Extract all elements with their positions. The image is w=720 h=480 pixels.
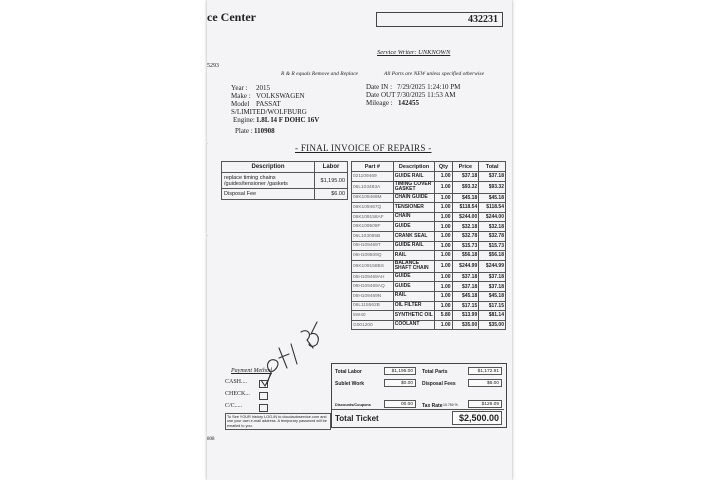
part-price: $32.78 [452, 231, 479, 241]
table-row [352, 222, 506, 232]
table-row [352, 260, 506, 272]
part-description: CRANK SEAL [393, 231, 435, 241]
part-description: GUIDE [393, 272, 435, 282]
part-price: $45.18 [452, 291, 479, 301]
plate-value: 110908 [254, 127, 275, 135]
part-price: $37.18 [452, 172, 479, 182]
table-row [222, 189, 348, 200]
model-value: PASSAT [256, 100, 281, 108]
service-writer: Service Writer: UNKNOWN [377, 49, 451, 56]
payment-cash: CASH.... [225, 379, 248, 385]
table-row [352, 282, 506, 292]
part-qty: 1.00 [435, 320, 452, 330]
part-description: TIMING COVER GASKET [393, 181, 435, 193]
part-description: TENSIONER [393, 203, 435, 213]
part-price: $45.18 [452, 193, 479, 203]
part-number: 06K109509F [352, 222, 394, 232]
part-qty: 1.00 [435, 260, 452, 272]
part-price: $244.00 [452, 212, 479, 222]
left-code: 5293 [207, 63, 219, 69]
tax-label: Tax Rate [422, 403, 443, 409]
table-row [352, 203, 506, 213]
model-label: Model [231, 100, 250, 108]
table-row [352, 311, 506, 321]
part-total: $37.18 [479, 272, 506, 282]
payment-method-label: Payment Method [231, 368, 272, 374]
part-qty: 1.00 [435, 203, 452, 213]
part-number: G001200 [352, 320, 394, 330]
part-price: $15.73 [452, 241, 479, 251]
shop-name: ce Center [207, 10, 256, 24]
part-number: 5W40 [352, 311, 394, 321]
discount-value: 00.00 [384, 400, 416, 408]
part-total: $37.18 [479, 172, 506, 182]
tax-rate: 10.750 % [443, 403, 458, 407]
part-price: $93.32 [452, 181, 479, 193]
part-number: 06K109469M [352, 193, 394, 203]
part-total: $244.99 [479, 260, 506, 272]
mileage-label: Mileage : [366, 99, 393, 107]
labor-header-description: Description [222, 162, 315, 173]
invoice-title: - FINAL INVOICE OF REPAIRS - [295, 143, 432, 153]
table-row [222, 173, 348, 189]
cc-checkbox [259, 404, 268, 412]
part-description: BALANCE SHAFT CHAIN [393, 260, 435, 272]
history-note: To See YOUR history LOG-IN to cloudautoservice.com and use your own e-mail address. A temporary password will be emailed to you. [225, 413, 331, 430]
part-description: RAIL [393, 291, 435, 301]
discount-label: Discounts/Coupons [335, 403, 371, 407]
part-number: 06L103483A [352, 181, 394, 193]
part-total: $45.18 [479, 291, 506, 301]
part-total: $45.18 [479, 193, 506, 203]
part-number: 06H109469N [352, 291, 394, 301]
labor-description: replace timing chains /guides/tensioner /gaskets [222, 173, 315, 189]
engine-value: 1.8L I4 F DOHC 16V [256, 116, 320, 124]
total-ticket-label: Total Ticket [335, 414, 379, 423]
part-price: $37.18 [452, 272, 479, 282]
part-number: 06H109509Q [352, 251, 394, 261]
table-row [352, 181, 506, 193]
part-description: COOLANT [393, 320, 435, 330]
table-row [352, 212, 506, 222]
date-in-label: Date IN : [366, 83, 393, 91]
make-value: VOLKSWAGEN [256, 92, 305, 100]
part-qty: 1.00 [435, 193, 452, 203]
invoice-paper: ce Center 432231 Service Writer: UNKNOWN 5293 R & R equals Remove and Replace All Parts are NEW unless specified otherwise Year : 2015 Make : VOLKSWAGEN Model PASSAT S/LIMITED/WOLFBURG Engine: 1.8L I4 F DOHC 16V Plate : 110908 Date IN : 7/29/2025 1:24:10 PM Date OUT : 7/30/2025 11:53 AM Mileage : 142455 - FINAL INVOICE OF REPAIRS - Description Labor replace timing chains /guides/tensioner /gaskets $1,195.00 Disposal Fee $6.00 Part # Description Qty Price Total 021109469 GUIDE RAIL 1.00 $37.18 $37.18 06L103483A TIMING COVER GASKET 1.00 $93.32 $93.32 06K109469M CHAIN GUIDE 1.00 $45.18 $45.18 06K109467Q TENSIONER 1.00 $118.54 $118.54 06K109158AF CHAIN 1.00 $244.00 $244.00 06K109509F GUIDE 1.00 $32.18 $32.18 06L103085B CRANK SEAL 1.00 $32.78 $32.78 06H109469T GUIDE RAIL 1.00 $15.73 $15.73 06H109509Q RAIL 1.00 $56.18 $56.18 06K109158BS BALANCE SHAFT CHAIN 1.00 $244.99 $244.99 06H109469AH GUIDE 1.00 $37.18 $37.18 06H109469AQ GUIDE 1.00 $37.18 $37.18 06H109469N RAIL 1.00 $45.18 $45.18 06L115562B OIL FILTER 1.00 $17.15 $17.15 5W40 SYNTHETIC OIL 5.80 $13.99 $81.14 G001200 COOLANT 1.00 $35.00 $35.00 Total Labor $1,195.00 Total Parts $1,172.91 Sublet Work $0.00 Disposal Fees $6.00 Discounts/Coupons 00.00 Tax Rate 10.750 % $126.09 Total Ticket $2,500.00 Payment Method CASH.... CHECK... C/C..... To See YOUR history LOG-IN to cloudautoservice.com and use your own e-mail address. A temporary password will be emailed to you. 808 . . [207, 0, 512, 480]
part-total: $32.18 [479, 222, 506, 232]
part-price: $17.15 [452, 301, 479, 311]
part-number: 06L115562B [352, 301, 394, 311]
parts-header-description: Description [393, 162, 435, 172]
part-total: $118.54 [479, 203, 506, 213]
part-total: $32.78 [479, 231, 506, 241]
part-price: $56.18 [452, 251, 479, 261]
tax-value: $126.09 [468, 400, 502, 408]
rr-note: R & R equals Remove and Replace [281, 71, 358, 77]
labor-table [221, 161, 348, 200]
disposal-label: Disposal Fees [422, 381, 456, 387]
part-price: $244.99 [452, 260, 479, 272]
payment-check: CHECK... [225, 391, 250, 397]
total-labor-label: Total Labor [335, 369, 362, 375]
part-price: $118.54 [452, 203, 479, 213]
part-total: $37.18 [479, 282, 506, 292]
part-price: $13.99 [452, 311, 479, 321]
total-ticket-value: $2,500.00 [452, 411, 502, 425]
labor-amount: $1,195.00 [315, 173, 348, 189]
part-description: RAIL [393, 251, 435, 261]
part-number: 06H109469T [352, 241, 394, 251]
date-out-label: Date OUT : [366, 91, 399, 99]
part-description: GUIDE RAIL [393, 241, 435, 251]
part-number: 06K109158BS [352, 260, 394, 272]
table-row [352, 272, 506, 282]
table-row [352, 291, 506, 301]
engine-label: Engine: [233, 116, 255, 124]
part-qty: 1.00 [435, 272, 452, 282]
total-parts-value: $1,172.91 [468, 367, 502, 375]
part-description: GUIDE [393, 222, 435, 232]
date-in-value: 7/29/2025 1:24:10 PM [397, 83, 461, 91]
part-total: $56.18 [479, 251, 506, 261]
part-total: $15.73 [479, 241, 506, 251]
part-qty: 1.00 [435, 291, 452, 301]
part-number: 06H109469AQ [352, 282, 394, 292]
payment-cc: C/C..... [225, 403, 243, 409]
part-qty: 5.80 [435, 311, 452, 321]
part-total: $81.14 [479, 311, 506, 321]
labor-amount: $6.00 [315, 189, 348, 200]
totals-box [331, 363, 507, 428]
part-qty: 1.00 [435, 222, 452, 232]
table-row [352, 241, 506, 251]
part-number: 06K109467Q [352, 203, 394, 213]
total-ticket-row [332, 409, 504, 427]
check-checkbox [259, 392, 268, 400]
part-number: 06H109469AH [352, 272, 394, 282]
part-description: CHAIN GUIDE [393, 193, 435, 203]
year-label: Year : [231, 84, 248, 92]
total-labor-value: $1,195.00 [384, 367, 416, 375]
parts-note: All Parts are NEW unless specified otherwise [384, 71, 485, 77]
year-value: 2015 [256, 84, 270, 92]
parts-header-price: Price [452, 162, 479, 172]
part-total: $17.15 [479, 301, 506, 311]
part-description: SYNTHETIC OIL [393, 311, 435, 321]
part-number: 06L103085B [352, 231, 394, 241]
part-price: $37.18 [452, 282, 479, 292]
labor-description: Disposal Fee [222, 189, 315, 200]
part-number: 021109469 [352, 172, 394, 182]
table-row [352, 301, 506, 311]
part-qty: 1.00 [435, 241, 452, 251]
part-price: $32.18 [452, 222, 479, 232]
part-qty: 1.00 [435, 282, 452, 292]
trim-value: S/LIMITED/WOLFBURG [231, 108, 307, 116]
part-description: CHAIN [393, 212, 435, 222]
table-row [352, 193, 506, 203]
part-description: OIL FILTER [393, 301, 435, 311]
table-row [352, 320, 506, 330]
part-qty: 1.00 [435, 231, 452, 241]
part-description: GUIDE [393, 282, 435, 292]
mileage-value: 142455 [398, 99, 419, 107]
parts-header-part: Part # [352, 162, 394, 172]
part-qty: 1.00 [435, 251, 452, 261]
date-out-value: 7/30/2025 11:53 AM [397, 91, 456, 99]
part-price: $35.00 [452, 320, 479, 330]
part-total: $244.00 [479, 212, 506, 222]
table-row [352, 231, 506, 241]
disposal-value: $6.00 [468, 379, 502, 387]
total-parts-label: Total Parts [422, 369, 448, 375]
parts-table [351, 161, 506, 330]
footer-code: 808 [207, 437, 215, 442]
part-qty: 1.00 [435, 301, 452, 311]
part-qty: 1.00 [435, 172, 452, 182]
part-description: GUIDE RAIL [393, 172, 435, 182]
part-total: $35.00 [479, 320, 506, 330]
parts-header-total: Total [479, 162, 506, 172]
table-row [352, 172, 506, 182]
sublet-label: Sublet Work [335, 381, 365, 387]
labor-header-labor: Labor [315, 162, 348, 173]
table-row [352, 251, 506, 261]
handwritten-date-signature [257, 318, 327, 390]
part-number: 06K109158AF [352, 212, 394, 222]
parts-header-qty: Qty [435, 162, 452, 172]
part-total: $93.32 [479, 181, 506, 193]
plate-label: Plate : [235, 127, 253, 135]
part-qty: 1.00 [435, 212, 452, 222]
invoice-number: 432231 [376, 12, 503, 27]
part-qty: 1.00 [435, 181, 452, 193]
make-label: Make : [231, 92, 251, 100]
sublet-value: $0.00 [384, 379, 416, 387]
